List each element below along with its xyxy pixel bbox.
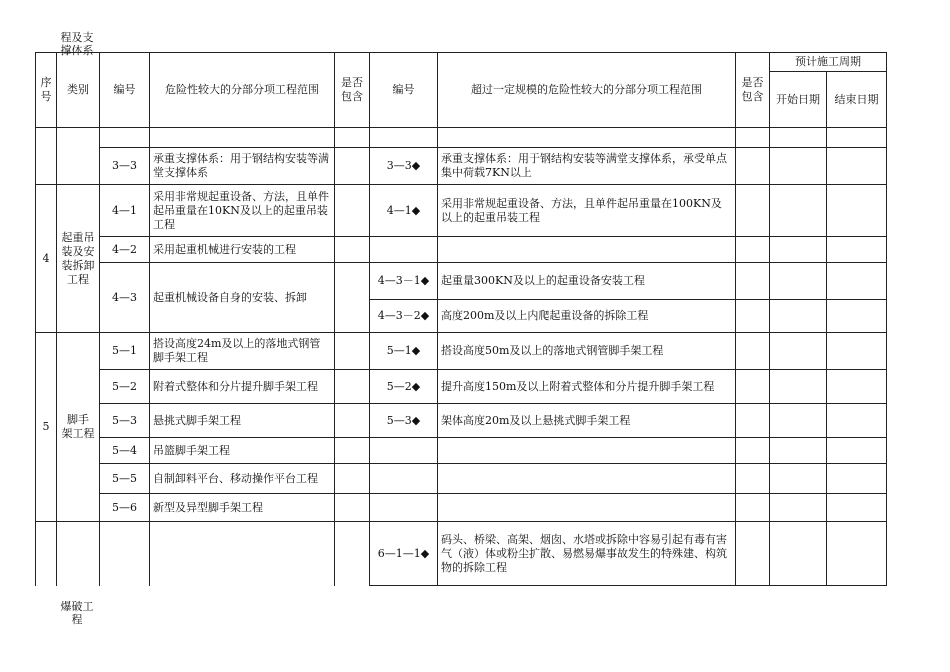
code-large-cell: 5—2◆ — [370, 370, 438, 404]
table-row — [36, 185, 887, 237]
code-cell: 5—6 — [100, 494, 150, 522]
table-row — [36, 237, 887, 263]
code-large-cell: 3—3◆ — [370, 148, 438, 185]
scope-cell: 吊篮脚手架工程 — [150, 438, 335, 464]
code-cell: 4—1 — [100, 185, 150, 237]
scope-large-cell: 高度200m及以上内爬起重设备的拆除工程 — [438, 300, 736, 333]
scope-large-cell: 承重支撑体系：用于钢结构安装等满堂支撑体系，承受单点集中荷载7KN以上 — [438, 148, 736, 185]
bottom-category-label: 爆破工 程 — [60, 600, 94, 626]
scope-cell: 采用起重机械进行安装的工程 — [150, 237, 335, 263]
header-scope: 危险性较大的分部分项工程范围 — [150, 53, 335, 128]
scope-large-cell: 码头、桥梁、高架、烟囱、水塔或拆除中容易引起有毒有害气（液）体或粉尘扩散、易燃易爆事故发生的特殊建、构筑物的拆除工程 — [438, 522, 736, 586]
code-cell: 5—1 — [100, 333, 150, 370]
header-included-large: 是否 包含 — [736, 53, 770, 128]
seq-cell: 5 — [36, 333, 57, 522]
scope-cell: 采用非常规起重设备、方法，且单件起吊重量在10KN及以上的起重吊装工程 — [150, 185, 335, 237]
code-cell: 5—3 — [100, 404, 150, 438]
header-code-large: 编号 — [370, 53, 438, 128]
header-end-date: 结束日期 — [827, 72, 887, 128]
seq-cell: 4 — [36, 185, 57, 333]
table-row — [36, 404, 887, 438]
code-large-cell: 4—3－2◆ — [370, 300, 438, 333]
code-cell: 4—3 — [100, 263, 150, 333]
scope-cell: 搭设高度24m及以上的落地式钢管脚手架工程 — [150, 333, 335, 370]
top-category-label: 程及支 撑体系 — [60, 31, 94, 57]
table-row — [36, 438, 887, 464]
table-row — [36, 263, 887, 300]
table-row — [36, 464, 887, 494]
scope-cell: 附着式整体和分片提升脚手架工程 — [150, 370, 335, 404]
scope-large-cell: 起重量300KN及以上的起重设备安装工程 — [438, 263, 736, 300]
hazard-table — [35, 52, 887, 586]
code-cell: 5—4 — [100, 438, 150, 464]
code-large-cell: 5—1◆ — [370, 333, 438, 370]
header-period: 预计施工周期 — [770, 53, 887, 72]
category-cell: 脚手 架工程 — [57, 333, 100, 522]
table-row — [36, 148, 887, 185]
header-category: 类别 — [57, 53, 100, 128]
code-large-cell: 4—1◆ — [370, 185, 438, 237]
code-cell: 5—5 — [100, 464, 150, 494]
header-start-date: 开始日期 — [770, 72, 827, 128]
code-large-cell: 5—3◆ — [370, 404, 438, 438]
scope-large-cell: 架体高度20m及以上悬挑式脚手架工程 — [438, 404, 736, 438]
header-seq: 序 号 — [36, 53, 57, 128]
scope-cell: 承重支撑体系：用于钢结构安装等满堂支撑体系 — [150, 148, 335, 185]
scope-cell: 新型及异型脚手架工程 — [150, 494, 335, 522]
table-row — [36, 494, 887, 522]
code-large-cell: 6—1—1◆ — [370, 522, 438, 586]
scope-cell: 起重机械设备自身的安装、拆卸 — [150, 263, 335, 333]
scope-cell: 自制卸料平台、移动操作平台工程 — [150, 464, 335, 494]
category-cell: 起重吊 装及安 装拆卸 工程 — [57, 185, 100, 333]
code-cell: 3—3 — [100, 148, 150, 185]
header-included: 是否 包含 — [335, 53, 370, 128]
header-code: 编号 — [100, 53, 150, 128]
code-cell: 5—2 — [100, 370, 150, 404]
code-large-cell: 4—3－1◆ — [370, 263, 438, 300]
scope-cell: 悬挑式脚手架工程 — [150, 404, 335, 438]
scope-large-cell: 搭设高度50m及以上的落地式钢管脚手架工程 — [438, 333, 736, 370]
scope-large-cell: 提升高度150m及以上附着式整体和分片提升脚手架工程 — [438, 370, 736, 404]
table-row — [36, 333, 887, 370]
code-cell: 4—2 — [100, 237, 150, 263]
table-row — [36, 522, 887, 586]
table-row — [36, 370, 887, 404]
header-scope-large: 超过一定规模的危险性较大的分部分项工程范围 — [438, 53, 736, 128]
scope-large-cell: 采用非常规起重设备、方法，且单件起吊重量在100KN及以上的起重吊装工程 — [438, 185, 736, 237]
